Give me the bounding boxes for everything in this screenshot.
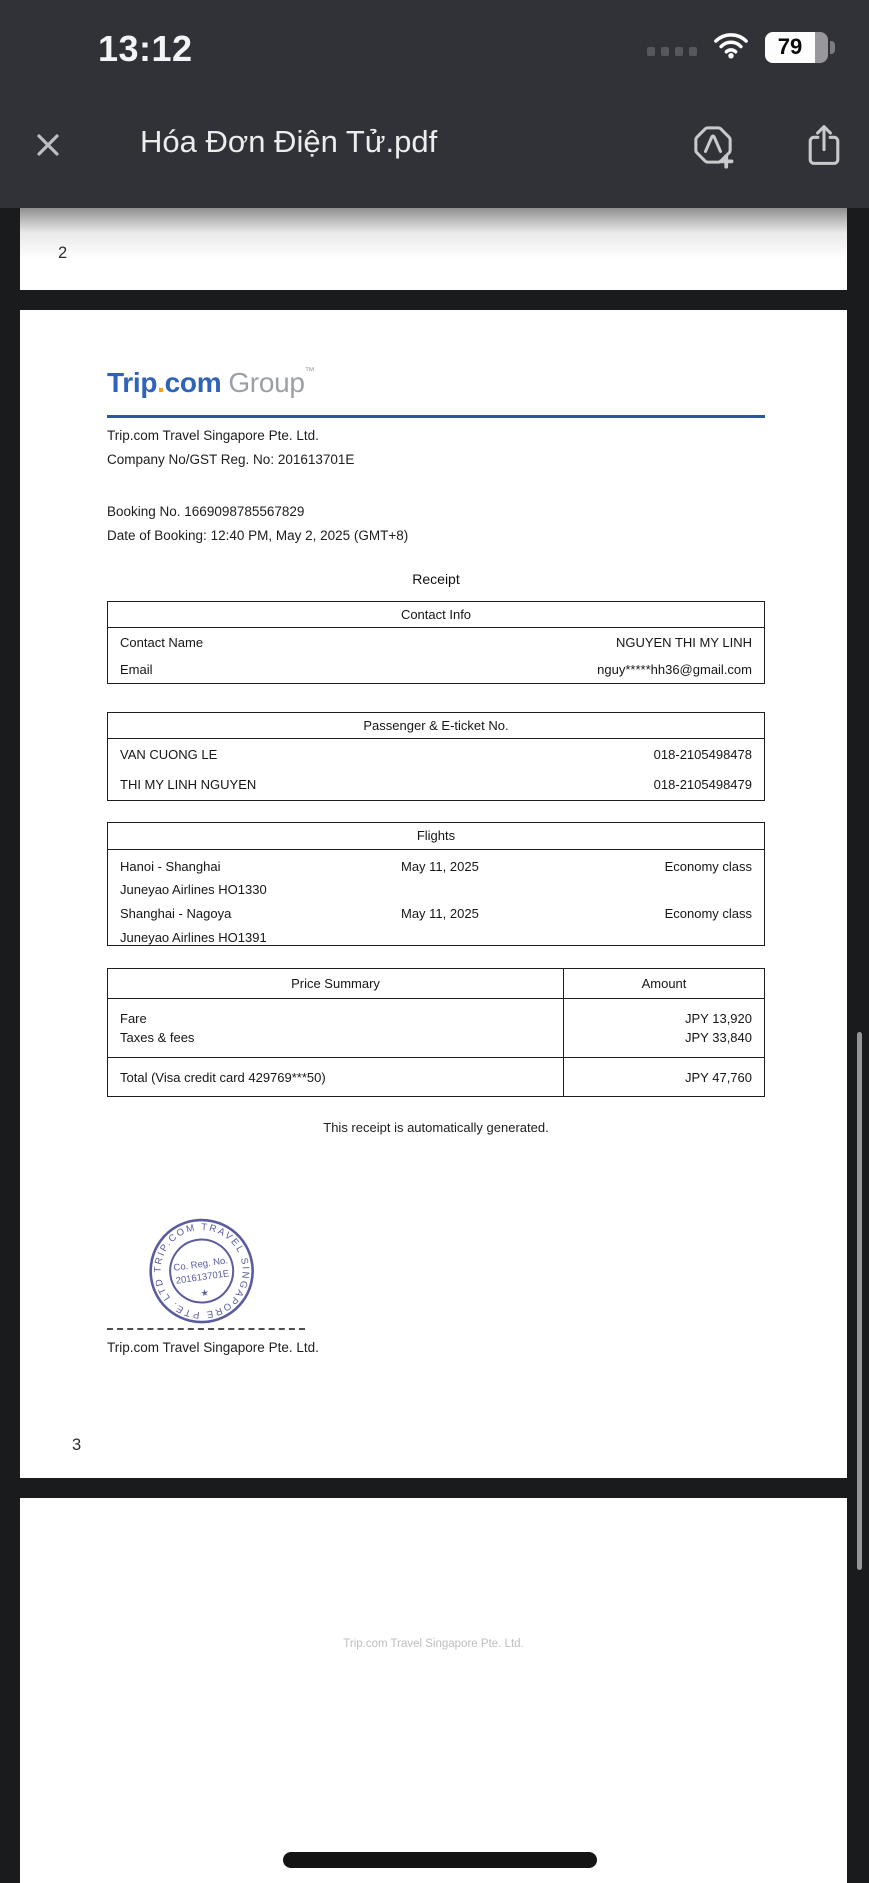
status-time: 13:12 xyxy=(98,28,193,69)
battery-icon xyxy=(765,32,835,63)
contact-info-table xyxy=(107,601,765,684)
stamp-reg-label: Co. Reg. No. xyxy=(172,1255,229,1274)
table-row: Email nguy*****hh36@gmail.com xyxy=(120,661,752,677)
table-row: Fare Taxes & fees JPY 13,920 JPY 33,840 xyxy=(108,999,764,1057)
share-icon xyxy=(804,156,844,171)
table-total-row: Total (Visa credit card 429769***50) JPY 47,760 xyxy=(108,1057,764,1096)
page-number: 2 xyxy=(58,244,68,262)
pdf-page-3 xyxy=(20,310,847,1478)
wifi-icon xyxy=(711,28,751,65)
table-row: Hanoi - Shanghai May 11, 2025 Economy class Juneyao Airlines HO1330 xyxy=(120,858,752,897)
booking-date: Date of Booking: 12:40 PM, May 2, 2025 (GMT+8) xyxy=(107,528,409,543)
table-row: VAN CUONG LE 018-2105498478 xyxy=(120,747,752,763)
table-row: Shanghai - Nagoya May 11, 2025 Economy class Juneyao Airlines HO1391 xyxy=(120,906,752,945)
toolbar xyxy=(0,100,869,208)
table-header: Contact Info xyxy=(108,602,764,628)
page-footer-company: Trip.com Travel Singapore Pte. Ltd. xyxy=(343,1638,524,1650)
table-header: Flights xyxy=(108,823,764,850)
signature-company-name: Trip.com Travel Singapore Pte. Ltd. xyxy=(107,1340,319,1355)
booking-number: Booking No. 1669098785567829 xyxy=(107,504,305,519)
status-icons xyxy=(647,24,835,68)
battery-percent: 79 xyxy=(777,34,803,59)
flights-table xyxy=(107,822,765,946)
page-number: 3 xyxy=(72,1436,82,1454)
markup-icon xyxy=(688,158,738,173)
close-icon xyxy=(31,150,65,165)
status-bar xyxy=(0,0,869,100)
table-row: THI MY LINH NGUYEN 018-2105498479 xyxy=(120,777,752,793)
pdf-page-4 xyxy=(20,1498,847,1883)
passenger-eticket-table xyxy=(107,712,765,801)
auto-generated-note: This receipt is automatically generated. xyxy=(323,1120,549,1135)
stamp-ring-text: TRIP.COM TRAVEL SINGAPORE PTE. LTD xyxy=(152,1221,251,1321)
stamp-star-icon: ★ xyxy=(200,1287,210,1299)
home-indicator[interactable] xyxy=(283,1852,597,1868)
markup-button[interactable] xyxy=(688,120,738,173)
stamp-reg-number: 201613701E xyxy=(175,1268,231,1287)
company-stamp xyxy=(138,1208,265,1339)
company-name: Trip.com Travel Singapore Pte. Ltd. xyxy=(107,428,319,443)
company-reg-no: Company No/GST Reg. No: 201613701E xyxy=(107,452,355,467)
scrollbar-thumb[interactable] xyxy=(857,1032,862,1570)
tripcom-group-logo: Trip.com Group™ xyxy=(107,366,315,398)
pdf-page-2 xyxy=(20,208,847,290)
close-button[interactable] xyxy=(30,128,66,164)
header-divider xyxy=(107,415,765,418)
cellular-signal-icon xyxy=(647,47,697,56)
share-button[interactable] xyxy=(804,122,844,171)
top-bars xyxy=(0,0,869,208)
table-header: Passenger & E-ticket No. xyxy=(108,713,764,739)
table-row: Contact Name NGUYEN THI MY LINH xyxy=(120,634,752,650)
receipt-title: Receipt xyxy=(412,571,460,587)
table-header: Price Summary Amount xyxy=(108,969,764,999)
document-title: Hóa Đơn Điện Tử.pdf xyxy=(140,124,438,159)
signature-dashed-line xyxy=(107,1328,305,1330)
price-summary-table xyxy=(107,968,765,1097)
